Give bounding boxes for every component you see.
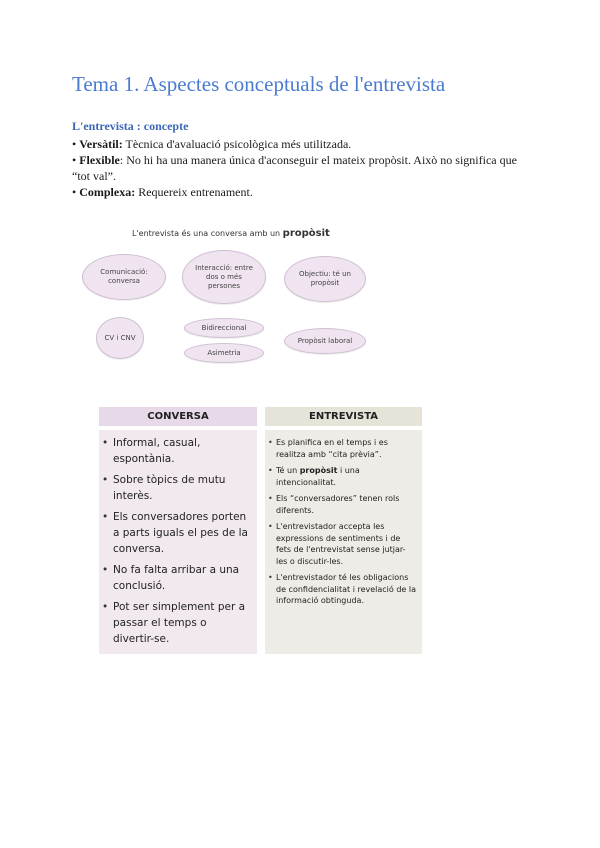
node-interaccio: Interacció: entre dos o més persones <box>182 250 266 304</box>
list-item: • Pot ser simplement per a passar el temps o divertir-se. <box>99 599 249 647</box>
concept-diagram <box>70 222 380 372</box>
diagram-title: L'entrevista és una conversa amb un propòsit <box>132 228 330 239</box>
node-comunicacio: Comunicació: conversa <box>82 254 166 300</box>
bullet-text: Tècnica d'avaluació psicològica més utilitzada. <box>122 137 352 151</box>
bullet-complexa: • Complexa: Requereix entrenament. <box>72 185 253 199</box>
bullet-term: Versàtil: <box>79 137 123 151</box>
node-objectiu: Objectiu: té un propòsit <box>284 256 366 302</box>
header-conversa: CONVERSA <box>99 407 257 426</box>
list-item: • No fa falta arribar a una conclusió. <box>99 562 249 594</box>
page-title: Tema 1. Aspectes conceptuals de l'entrevista <box>72 72 446 96</box>
list-item: • Els “conversadores” tenen rols diferents. <box>265 493 416 516</box>
list-item: • Té un propòsit i una intencionalitat. <box>265 465 416 488</box>
node-asimetria: Asimetria <box>184 343 264 363</box>
column-conversa <box>99 430 257 654</box>
header-entrevista: ENTREVISTA <box>265 407 422 426</box>
comparison-table <box>99 407 422 654</box>
diagram-title-bold: propòsit <box>282 228 330 239</box>
node-proposit-laboral: Propòsit laboral <box>284 328 366 354</box>
definition-bullets <box>72 136 532 200</box>
node-cv-cnv: CV i CNV <box>96 317 144 359</box>
node-bidireccional: Bidireccional <box>184 318 264 338</box>
bullet-versatil: • Versàtil: Tècnica d'avaluació psicològica més utilitzada. <box>72 137 352 151</box>
list-item: • Informal, casual, espontània. <box>99 435 249 467</box>
bullet-text: : No hi ha una manera única d'aconseguir el mateix propòsit. Això no significa que “tot val”. <box>72 153 517 183</box>
bullet-text: Requereix entrenament. <box>135 185 253 199</box>
column-entrevista <box>265 430 422 654</box>
list-item: • Els conversadores porten a parts iguals el pes de la conversa. <box>99 509 249 557</box>
list-item: • Sobre tòpics de mutu interès. <box>99 472 249 504</box>
list-item: • L'entrevistador accepta les expressions de sentiments i de fets de l'entrevistat sense jutjar-les o discutir-les. <box>265 521 416 567</box>
bullet-term: Complexa: <box>79 185 136 199</box>
bullet-term: Flexible <box>79 153 120 167</box>
bullet-flexible: • Flexible: No hi ha una manera única d'aconseguir el mateix propòsit. Això no significa que “tot val”. <box>72 153 517 183</box>
list-item: • L'entrevistador té les obligacions de confidencialitat i revelació de la informació obtinguda. <box>265 572 416 607</box>
section-subheading: L'entrevista : concepte <box>72 119 189 133</box>
list-item: • Es planifica en el temps i es realitza amb “cita prèvia”. <box>265 437 416 460</box>
